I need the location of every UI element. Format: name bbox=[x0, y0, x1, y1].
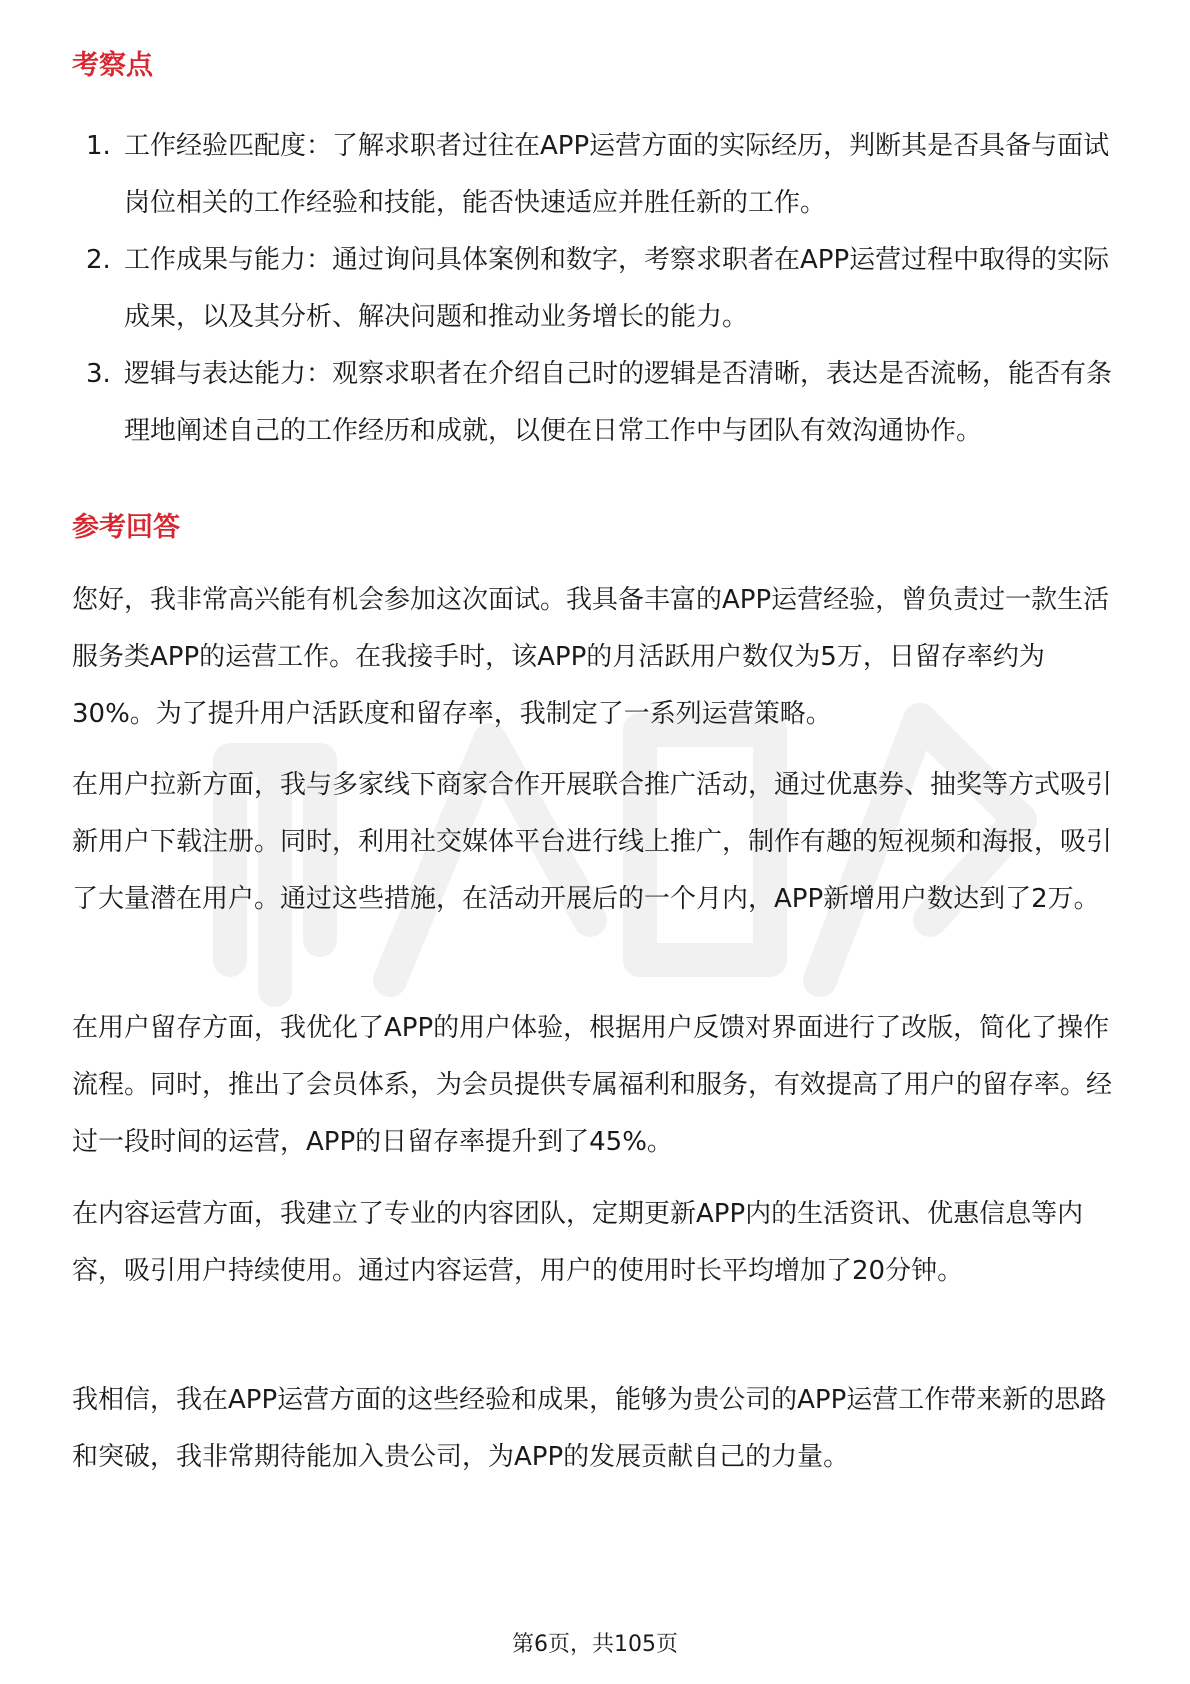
page-number: 第6页，共105页 bbox=[512, 1632, 678, 1657]
point-item bbox=[72, 118, 1122, 232]
point-number: 1. bbox=[86, 131, 111, 161]
points-list bbox=[72, 118, 1122, 460]
answer-heading: 参考回答 bbox=[72, 512, 180, 543]
answer-paragraph: 我相信，我在APP运营方面的这些经验和成果，能够为贵公司的APP运营工作带来新的思路和突破，我非常期待能加入贵公司，为APP的发展贡献自己的力量。 bbox=[72, 1385, 1107, 1472]
answer-paragraph: 在内容运营方面，我建立了专业的内容团队，定期更新APP内的生活资讯、优惠信息等内容，吸引用户持续使用。通过内容运营，用户的使用时长平均增加了20分钟。 bbox=[72, 1199, 1084, 1286]
point-text: 逻辑与表达能力：观察求职者在介绍自己时的逻辑是否清晰，表达是否流畅，能否有条理地阐述自己的工作经历和成就，以便在日常工作中与团队有效沟通协作。 bbox=[124, 359, 1113, 446]
answer-paragraph: 您好，我非常高兴能有机会参加这次面试。我具备丰富的APP运营经验，曾负责过一款生活服务类APP的运营工作。在我接手时，该APP的月活跃用户数仅为5万，日留存率约为30%。为了提升用户活跃度和留存率，我制定了一系列运营策略。 bbox=[72, 585, 1110, 729]
points-heading: 考察点 bbox=[72, 50, 153, 81]
answer-paragraph: 在用户拉新方面，我与多家线下商家合作开展联合推广活动，通过优惠券、抽奖等方式吸引新用户下载注册。同时，利用社交媒体平台进行线上推广，制作有趣的短视频和海报，吸引了大量潜在用户。通过这些措施，在活动开展后的一个月内，APP新增用户数达到了2万。 bbox=[72, 770, 1113, 914]
point-item bbox=[72, 346, 1122, 460]
point-number: 2. bbox=[86, 245, 111, 275]
point-item bbox=[72, 232, 1122, 346]
point-text: 工作经验匹配度：了解求职者过往在APP运营方面的实际经历，判断其是否具备与面试岗位相关的工作经验和技能，能否快速适应并胜任新的工作。 bbox=[124, 131, 1110, 218]
point-text: 工作成果与能力：通过询问具体案例和数字，考察求职者在APP运营过程中取得的实际成果，以及其分析、解决问题和推动业务增长的能力。 bbox=[124, 245, 1110, 332]
point-number: 3. bbox=[86, 359, 111, 389]
answer-paragraph: 在用户留存方面，我优化了APP的用户体验，根据用户反馈对界面进行了改版，简化了操作流程。同时，推出了会员体系，为会员提供专属福利和服务，有效提高了用户的留存率。经过一段时间的运营，APP的日留存率提升到了45%。 bbox=[72, 1013, 1113, 1157]
